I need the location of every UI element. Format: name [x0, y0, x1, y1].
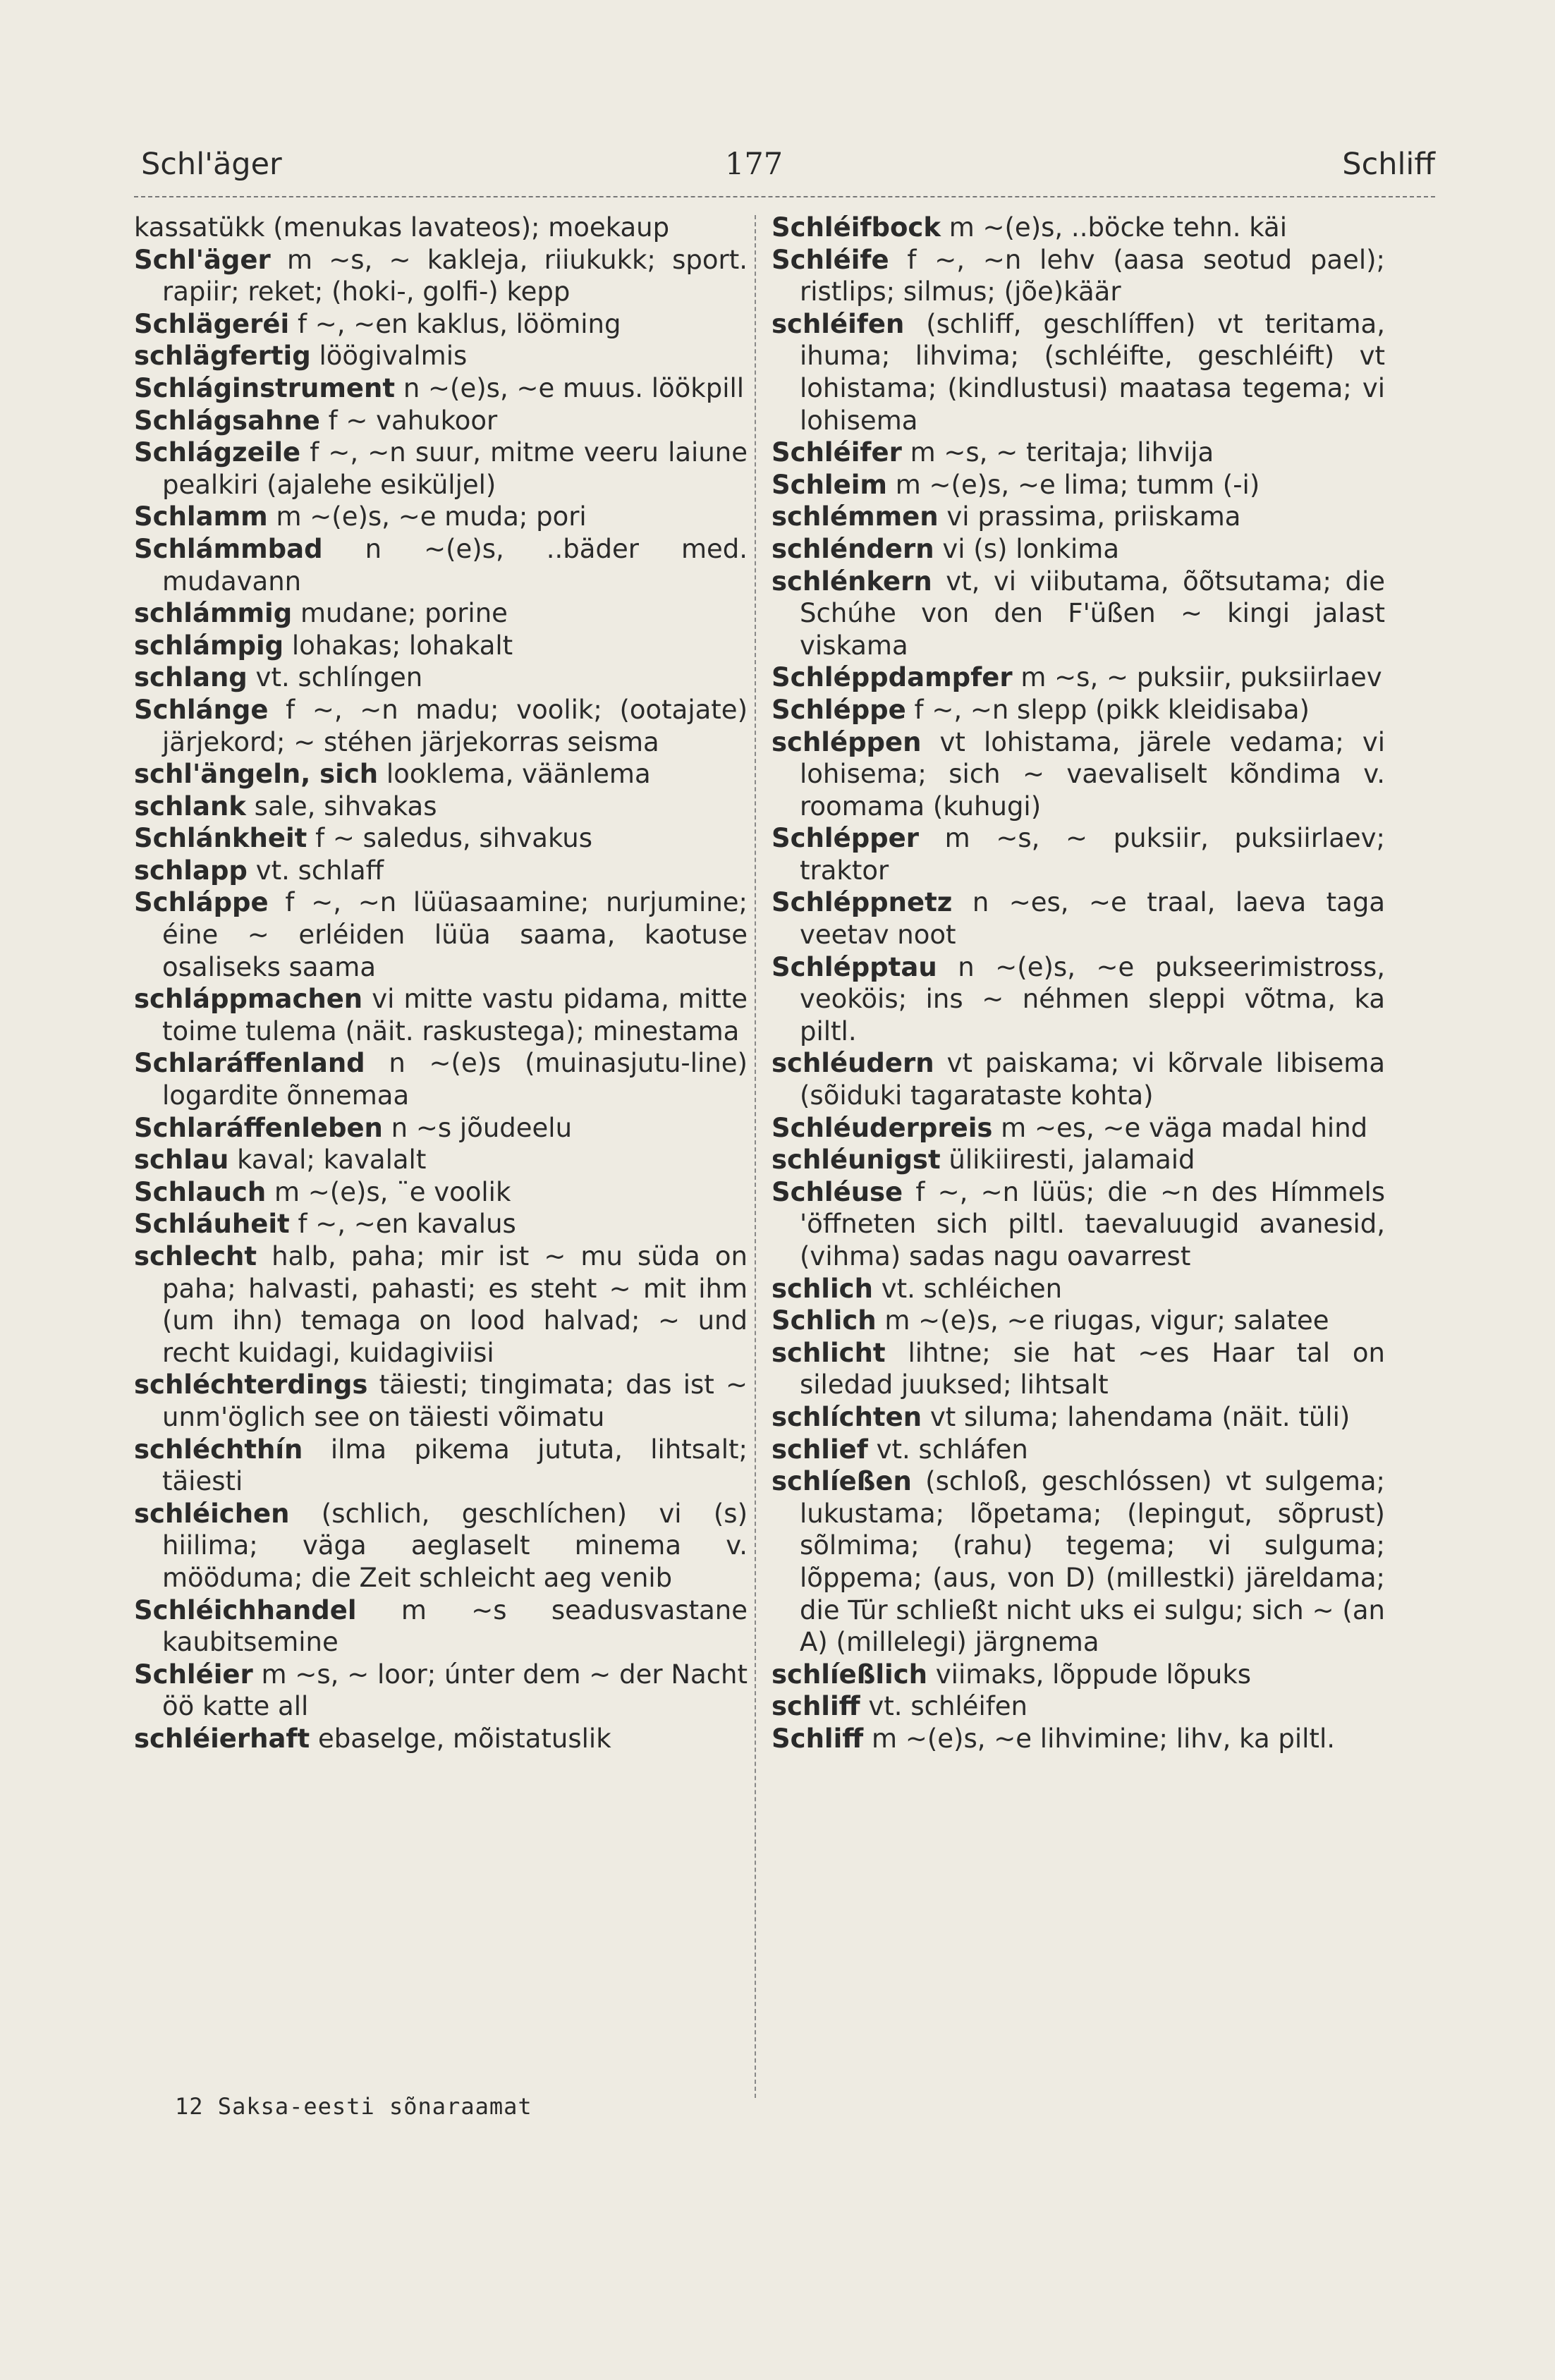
entry-definition: (schlich, geschlíchen) vi (s) hiilima; väga aeglaselt minema v. mööduma; die Zeit schleicht aeg venib	[162, 1498, 748, 1593]
dictionary-entry	[134, 1176, 748, 1209]
dictionary-entry	[134, 1659, 748, 1723]
entry-definition: m ~s, ~ teritaja; lihvija	[910, 437, 1214, 468]
entry-definition: vt. schlaff	[255, 855, 384, 886]
entry-headword: schlägfertig	[134, 341, 311, 372]
entry-definition: vi mitte vastu pidama, mitte toime tulema (näit. raskustega); minestama	[162, 984, 748, 1046]
entry-definition: täiesti; tingimata; das ist ~ unm'öglich see on täiesti võimatu	[162, 1369, 748, 1432]
entry-headword: schléifen	[772, 308, 905, 339]
dictionary-entry	[772, 726, 1385, 823]
dictionary-entry	[134, 1498, 748, 1594]
entry-definition: n ~s jõudeelu	[391, 1112, 573, 1143]
dictionary-entry	[772, 694, 1385, 726]
entry-definition: n ~(e)s, ~e muus. löökpill	[403, 372, 745, 403]
entry-headword: schléichen	[134, 1498, 290, 1529]
dictionary-entry	[772, 1112, 1385, 1145]
entry-headword: schlámmig	[134, 598, 293, 629]
entry-headword: schléchthín	[134, 1434, 303, 1465]
entry-headword: Schlágsahne	[134, 405, 320, 436]
dictionary-entry	[134, 694, 748, 758]
entry-headword: Schlägeréi	[134, 308, 290, 339]
dictionary-entry	[134, 308, 748, 341]
entry-headword: schlank	[134, 791, 246, 822]
dictionary-entry	[134, 1112, 748, 1145]
entry-headword: schlíeßen	[772, 1466, 912, 1497]
entry-headword: Schlépptau	[772, 951, 937, 982]
dictionary-entry	[134, 822, 748, 855]
entry-definition: viimaks, lõppude lõpuks	[935, 1659, 1252, 1690]
entry-headword: Schláppe	[134, 887, 269, 918]
entry-headword: Schleim	[772, 469, 887, 500]
dictionary-entry	[772, 212, 1385, 244]
entry-definition: m ~s, ~ puksiir, puksiirlaev; traktor	[800, 823, 1386, 886]
entry-headword: schléchterdings	[134, 1369, 368, 1400]
entry-definition: vt paiskama; vi kõrvale libisema (sõiduki tagarataste kohta)	[800, 1048, 1385, 1111]
dictionary-entry	[772, 661, 1385, 694]
entry-headword: Schléier	[134, 1659, 253, 1690]
dictionary-entry	[772, 1434, 1385, 1466]
dictionary-entry	[772, 951, 1385, 1048]
entry-definition: vt lohistama, järele vedama; vi lohisema; sich ~ vaevaliselt kõndima v. roomama (kuhugi)	[800, 726, 1385, 822]
entry-definition: f ~, ~n slepp (pikk kleidisaba)	[914, 694, 1310, 725]
entry-definition: m ~(e)s, ~e lima; tumm (-i)	[895, 469, 1260, 500]
dictionary-entry	[134, 791, 748, 823]
dictionary-entry	[134, 855, 748, 887]
dictionary-entry	[772, 1144, 1385, 1176]
entry-definition: vi (s) lonkima	[942, 533, 1119, 564]
entry-headword: schléunigst	[772, 1145, 941, 1176]
entry-definition: m ~s, ~ puksiir, puksiirlaev	[1020, 662, 1382, 693]
entry-headword: Schlamm	[134, 501, 268, 532]
dictionary-entry	[134, 1240, 748, 1369]
dictionary-entry	[772, 1047, 1385, 1111]
entry-definition: kassatükk (menukas lavateos); moekaup	[134, 212, 670, 243]
header-left-guideword: Schl'äger	[141, 147, 282, 182]
entry-definition: n ~es, ~e traal, laeva taga veetav noot	[800, 887, 1386, 951]
entry-headword: Schlánge	[134, 694, 269, 725]
header-rule	[134, 196, 1435, 197]
entry-definition: m ~(e)s, ¨e voolik	[274, 1176, 511, 1207]
dictionary-entry	[134, 1047, 748, 1111]
dictionary-entry	[134, 501, 748, 533]
dictionary-entry	[772, 822, 1385, 886]
entry-headword: schléppen	[772, 726, 922, 757]
dictionary-entry	[134, 405, 748, 437]
entry-definition: sale, sihvakas	[254, 791, 437, 822]
entry-definition: n ~(e)s, ..bäder med. mudavann	[162, 533, 748, 597]
entry-headword: schlau	[134, 1145, 229, 1176]
dictionary-entry	[134, 1208, 748, 1240]
entry-headword: schlíchten	[772, 1401, 922, 1432]
left-column	[134, 212, 748, 1755]
dictionary-entry	[772, 1659, 1385, 1691]
entry-definition: vt. schléifen	[868, 1691, 1027, 1722]
dictionary-entry	[772, 1401, 1385, 1434]
dictionary-entry	[772, 533, 1385, 566]
entry-definition: f ~ vahukoor	[328, 405, 498, 436]
entry-headword: Schléppnetz	[772, 887, 953, 918]
dictionary-entry	[134, 661, 748, 694]
column-divider	[755, 215, 756, 2098]
entry-definition: halb, paha; mir ist ~ mu süda on paha; halvasti, pahasti; es steht ~ mit ihm (um ihn) temaga on lood halvad; ~ und recht kuidagi, kuidagiviisi	[162, 1241, 748, 1368]
dictionary-entry	[134, 437, 748, 501]
entry-headword: Schléuse	[772, 1176, 903, 1207]
entry-headword: Schlaráffenland	[134, 1048, 365, 1079]
entry-definition: f ~, ~en kavalus	[298, 1209, 516, 1240]
header-right-guideword: Schliff	[1342, 147, 1435, 182]
entry-definition: (schloß, geschlóssen) vt sulgema; lukustama; lõpetama; (lepingut, sõprust) sõlmima; (rahu) tegema; vi sulguma; lõppema; (aus, von D) (millestki) järeldama; die Tür schließt nicht uks ei sulgu; sich ~ (an A) (millelegi) järgnema	[800, 1466, 1385, 1658]
dictionary-entry	[772, 1176, 1385, 1273]
entry-headword: schlémmen	[772, 501, 939, 532]
dictionary-entry	[772, 1723, 1385, 1755]
entry-definition: f ~, ~n lehv (aasa seotud pael); ristlips; silmus; (jõe)käär	[800, 244, 1386, 307]
entry-definition: n ~(e)s (muinasjutu-line) logardite õnnemaa	[162, 1048, 748, 1111]
entry-headword: schlief	[772, 1434, 868, 1465]
dictionary-entry	[772, 469, 1385, 501]
dictionary-entry	[134, 597, 748, 630]
entry-definition: f ~, ~n lüüasaamine; nurjumine; éine ~ erléiden lüüa saama, kaotuse osaliseks saama	[162, 887, 748, 982]
entry-headword: schléndern	[772, 533, 934, 564]
dictionary-entry	[772, 566, 1385, 662]
entry-definition: (schliff, geschlíffen) vt teritama, ihuma; lihvima; (schléifte, geschléift) vt lohistama; (kindlustusi) maatasa tegema; vi lohisema	[800, 308, 1385, 436]
dictionary-entry	[134, 533, 748, 597]
dictionary-entry	[772, 1465, 1385, 1659]
dictionary-entry	[772, 1337, 1385, 1401]
entry-headword: Schléuderpreis	[772, 1112, 993, 1143]
dictionary-entry	[772, 244, 1385, 308]
entry-definition: m ~s, ~ kakleja, riiukukk; sport. rapiir; reket; (hoki-, golfi-) kepp	[162, 244, 748, 307]
entry-definition: ülikiiresti, jalamaid	[949, 1145, 1195, 1176]
entry-headword: schlapp	[134, 855, 248, 886]
entry-headword: Schléichhandel	[134, 1594, 357, 1625]
entry-definition: vt. schláfen	[876, 1434, 1028, 1465]
entry-headword: Schlépper	[772, 823, 920, 854]
entry-headword: schl'ängeln, sich	[134, 759, 379, 790]
entry-definition: vt. schlíngen	[255, 662, 423, 693]
entry-headword: schlecht	[134, 1241, 257, 1271]
entry-headword: schlénkern	[772, 566, 932, 597]
entry-headword: schliff	[772, 1691, 860, 1722]
dictionary-entry	[134, 1594, 748, 1659]
right-column	[772, 212, 1385, 1755]
entry-headword: Schláginstrument	[134, 372, 396, 403]
dictionary-entry	[134, 1369, 748, 1433]
dictionary-entry	[772, 1305, 1385, 1337]
entry-definition: mudane; porine	[300, 598, 508, 629]
entry-definition: f ~ saledus, sihvakus	[315, 823, 592, 854]
dictionary-entry	[134, 758, 748, 791]
entry-definition: m ~s seadusvastane kaubitsemine	[162, 1594, 748, 1658]
dictionary-entry	[134, 1144, 748, 1176]
dictionary-entry	[772, 308, 1385, 437]
entry-definition: vi prassima, priiskama	[946, 501, 1241, 532]
entry-headword: Schláuheit	[134, 1209, 290, 1240]
entry-definition: vt siluma; lahendama (näit. tüli)	[929, 1401, 1350, 1432]
entry-definition: m ~(e)s, ~e lihvimine; lihv, ka piltl.	[872, 1723, 1335, 1754]
entry-definition: m ~(e)s, ~e riugas, vigur; salatee	[884, 1305, 1329, 1336]
entry-definition: m ~es, ~e väga madal hind	[1001, 1112, 1368, 1143]
dictionary-entry	[134, 1723, 748, 1755]
entry-definition: f ~, ~n suur, mitme veeru laiune pealkiri (ajalehe esiküljel)	[162, 437, 748, 500]
entry-definition: vt, vi viibutama, õõtsutama; die Schúhe von den F'üßen ~ kingi jalast viskama	[800, 566, 1385, 661]
entry-headword: Schlágzeile	[134, 437, 301, 468]
entry-headword: Schlámmbad	[134, 533, 323, 564]
entry-definition: n ~(e)s, ~e pukseerimistross, veoköis; ins ~ néhmen sleppi võtma, ka piltl.	[800, 951, 1385, 1046]
entry-definition: vt. schléichen	[881, 1273, 1063, 1304]
entry-headword: schlang	[134, 662, 248, 693]
entry-definition: f ~, ~n madu; voolik; (ootajate) järjekord; ~ stéhen järjekorras seisma	[162, 694, 748, 757]
dictionary-entry	[134, 630, 748, 662]
dictionary-entry	[772, 1273, 1385, 1305]
dictionary-entry	[134, 340, 748, 372]
dictionary-entry	[134, 983, 748, 1047]
entry-definition: f ~, ~en kaklus, lööming	[297, 308, 621, 339]
entry-definition: looklema, väänlema	[386, 759, 651, 790]
entry-headword: Schl'äger	[134, 244, 271, 275]
entry-definition: m ~(e)s, ..böcke tehn. käi	[949, 212, 1287, 243]
entry-headword: Schlauch	[134, 1176, 267, 1207]
entry-definition: ebaselge, mõistatuslik	[317, 1723, 611, 1754]
dictionary-entry	[134, 372, 748, 405]
entry-headword: Schlaráffenleben	[134, 1112, 383, 1143]
entry-headword: Schléifbock	[772, 212, 941, 243]
dictionary-entry	[772, 886, 1385, 951]
entry-headword: Schlánkheit	[134, 823, 307, 854]
dictionary-entry	[134, 212, 748, 244]
entry-headword: Schliff	[772, 1723, 864, 1754]
page-number: 177	[725, 147, 783, 182]
entry-definition: löögivalmis	[319, 341, 468, 372]
entry-definition: m ~s, ~ loor; únter dem ~ der Nacht öö katte all	[162, 1659, 748, 1722]
dictionary-entry	[134, 886, 748, 983]
entry-definition: m ~(e)s, ~e muda; pori	[276, 501, 587, 532]
dictionary-entry	[772, 437, 1385, 469]
entry-headword: Schléppdampfer	[772, 662, 1013, 693]
entry-headword: schlich	[772, 1273, 873, 1304]
entry-headword: Schléifer	[772, 437, 902, 468]
entry-headword: Schléppe	[772, 694, 906, 725]
entry-definition: f ~, ~n lüüs; die ~n des Hímmels 'öffneten sich piltl. taevaluugid avanesid, (vihma) sadas nagu oavarrest	[800, 1176, 1386, 1271]
entry-definition: kaval; kavalalt	[237, 1145, 427, 1176]
entry-headword: schláppmachen	[134, 984, 363, 1015]
entry-headword: schlíeßlich	[772, 1659, 928, 1690]
page-footer: 12 Saksa-eesti sõnaraamat	[175, 2093, 532, 2120]
entry-definition: ilma pikema jututa, lihtsalt; täiesti	[162, 1434, 748, 1497]
dictionary-entry	[134, 1434, 748, 1498]
dictionary-entry	[772, 1690, 1385, 1723]
entry-definition: lohakas; lohakalt	[291, 630, 513, 661]
entry-definition: lihtne; sie hat ~es Haar tal on siledad juuksed; lihtsalt	[800, 1337, 1386, 1400]
entry-headword: schlicht	[772, 1337, 886, 1368]
entry-headword: Schlich	[772, 1305, 877, 1336]
dictionary-entry	[134, 244, 748, 308]
page-header	[134, 138, 1435, 195]
entry-headword: schlámpig	[134, 630, 284, 661]
entry-headword: Schléife	[772, 244, 889, 275]
entry-headword: schléierhaft	[134, 1723, 310, 1754]
entry-headword: schléudern	[772, 1048, 934, 1079]
dictionary-entry	[772, 501, 1385, 533]
